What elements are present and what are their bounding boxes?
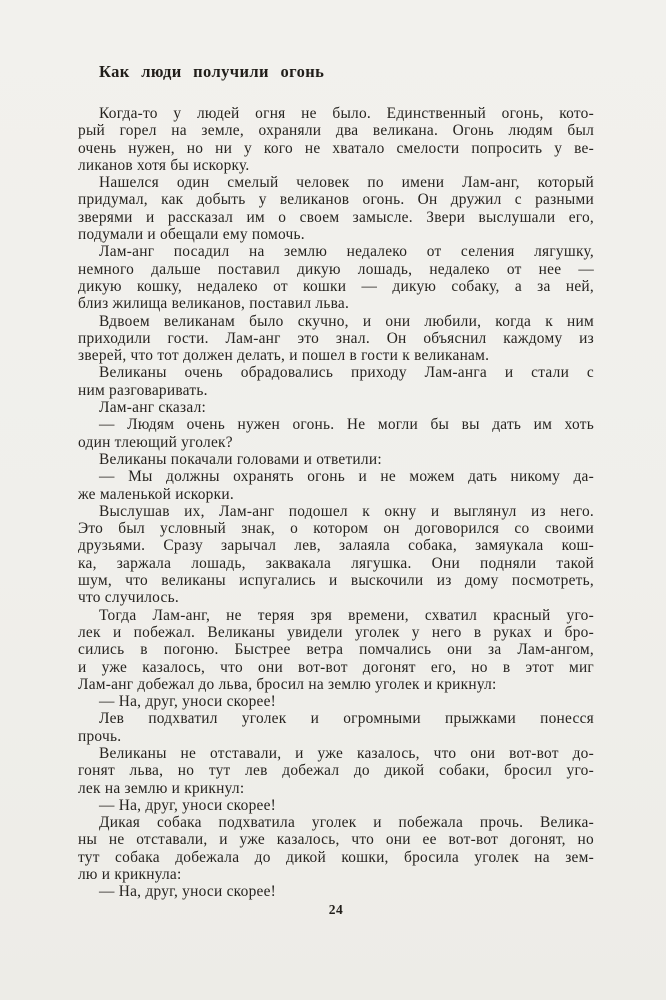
paragraph <box>78 416 594 451</box>
text-line: Лев подхватил уголек и огромными прыжками понесся <box>99 710 594 728</box>
text-line: подумали и обещали ему помочь. <box>78 226 305 244</box>
text-line: один тлеющий уголек? <box>78 433 233 451</box>
text-line: зверей, что тот должен делать, и пошел в гости к великанам. <box>78 347 490 365</box>
story-title: Как люди получили огонь <box>99 62 325 81</box>
text-line: шум, что великаны испугались и выскочили из дому посмотреть, <box>78 572 594 590</box>
paragraph <box>78 814 594 883</box>
paragraph <box>78 468 594 503</box>
text-line: Великаны покачали головами и ответили: <box>99 450 382 468</box>
paragraph <box>78 451 594 468</box>
text-line: очень нужен, но ни у кого не хватало смелости попросить у ве- <box>78 139 594 157</box>
text-line: Лам-анг посадил на землю недалеко от селения лягушку, <box>99 243 594 261</box>
text-line: дикую кошку, недалеко от кошки — дикую собаку, а за ней, <box>78 277 594 295</box>
text-line: — На, друг, уноси скорее! <box>99 693 277 711</box>
paragraph <box>78 745 594 797</box>
text-line: гонят льва, но тут лев добежал до дикой собаки, бросил уго- <box>78 762 594 780</box>
text-line: ка, заржала лошадь, заквакала лягушка. Они подняли такой <box>78 554 594 572</box>
text-line: Когда-то у людей огня не было. Единственный огонь, кото- <box>99 105 594 122</box>
paragraph <box>78 797 594 814</box>
paragraphs <box>78 105 594 901</box>
paragraph <box>78 503 594 607</box>
text-line: лек на землю и крикнул: <box>78 779 245 797</box>
paragraph <box>78 883 594 900</box>
text-line: Это был условный знак, о котором он договорился со своими <box>78 520 594 538</box>
text-line: близ жилища великанов, поставил льва. <box>78 295 350 313</box>
text-line: — Людям очень нужен огонь. Не могли бы вы дать им хоть <box>99 416 594 434</box>
text-line: лек и побежал. Великаны увидели уголек у него в руках и бро- <box>78 623 594 641</box>
text-line: сились в погоню. Быстрее ветра помчались они за Лам-ангом, <box>78 641 594 659</box>
text-line: Дикая собака подхватила уголек и побежала прочь. Велика- <box>99 814 594 832</box>
text-line: немного дальше поставил дикую лошадь, недалеко от нее — <box>78 260 594 278</box>
text-line: тут собака добежала до дикой кошки, бросила уголек на зем- <box>78 848 594 866</box>
text-line: приходили гости. Лам-анг это знал. Он объяснил каждому из <box>78 329 594 347</box>
paragraph <box>78 607 594 693</box>
text-line: ликанов хотя бы искорку. <box>78 156 250 174</box>
text-line: Лам-анг сказал: <box>99 399 207 417</box>
text-line: ним разговаривать. <box>78 381 208 399</box>
paragraph <box>78 693 594 710</box>
text-line: и уже казалось, что они вот-вот догонят его, но в этот миг <box>78 658 594 676</box>
text-line: — На, друг, уноси скорее! <box>99 796 277 814</box>
text-line: Выслушав их, Лам-анг подошел к окну и выглянул из него. <box>99 502 594 520</box>
text-line: ны не отставали, и уже казалось, что они ее вот-вот догонят, но <box>78 831 594 849</box>
text-line: рый горел на земле, охраняли два великана. Огонь людям был <box>78 122 594 140</box>
text-line: же маленькой искорки. <box>78 485 234 503</box>
text-block <box>78 62 594 901</box>
text-line: Великаны очень обрадовались приходу Лам-анга и стали с <box>99 364 594 382</box>
text-line: Лам-анг добежал до льва, бросил на землю уголек и крикнул: <box>78 675 497 693</box>
paragraph <box>78 710 594 745</box>
text-line: Вдвоем великанам было скучно, и они любили, когда к ним <box>99 312 594 330</box>
paragraph <box>78 364 594 399</box>
text-line: лю и крикнула: <box>78 866 182 884</box>
text-line: Тогда Лам-анг, не теряя зря времени, схватил красный уго- <box>99 606 594 624</box>
page-number: 24 <box>328 902 344 917</box>
text-line: — Мы должны охранять огонь и не можем дать никому да- <box>99 468 594 486</box>
text-line: зверями и рассказал им о своем замысле. Звери выслушали его, <box>78 208 594 226</box>
text-line: прочь. <box>78 727 122 745</box>
paragraph <box>78 399 594 416</box>
text-line: — На, друг, уноси скорее! <box>99 883 277 901</box>
paragraph <box>78 243 594 312</box>
paragraph <box>78 313 594 365</box>
text-line: друзьями. Сразу зарычал лев, залаяла собака, замяукала кош- <box>78 537 594 555</box>
paragraph <box>78 174 594 243</box>
text-line: что случилось. <box>78 589 179 607</box>
text-line: Великаны не отставали, и уже казалось, что они вот-вот до- <box>99 744 594 762</box>
text-line: придумал, как добыть у великанов огонь. Он дружил с разными <box>78 191 594 209</box>
paragraph <box>78 105 594 174</box>
text-line: Нашелся один смелый человек по имени Лам-анг, который <box>99 174 594 192</box>
